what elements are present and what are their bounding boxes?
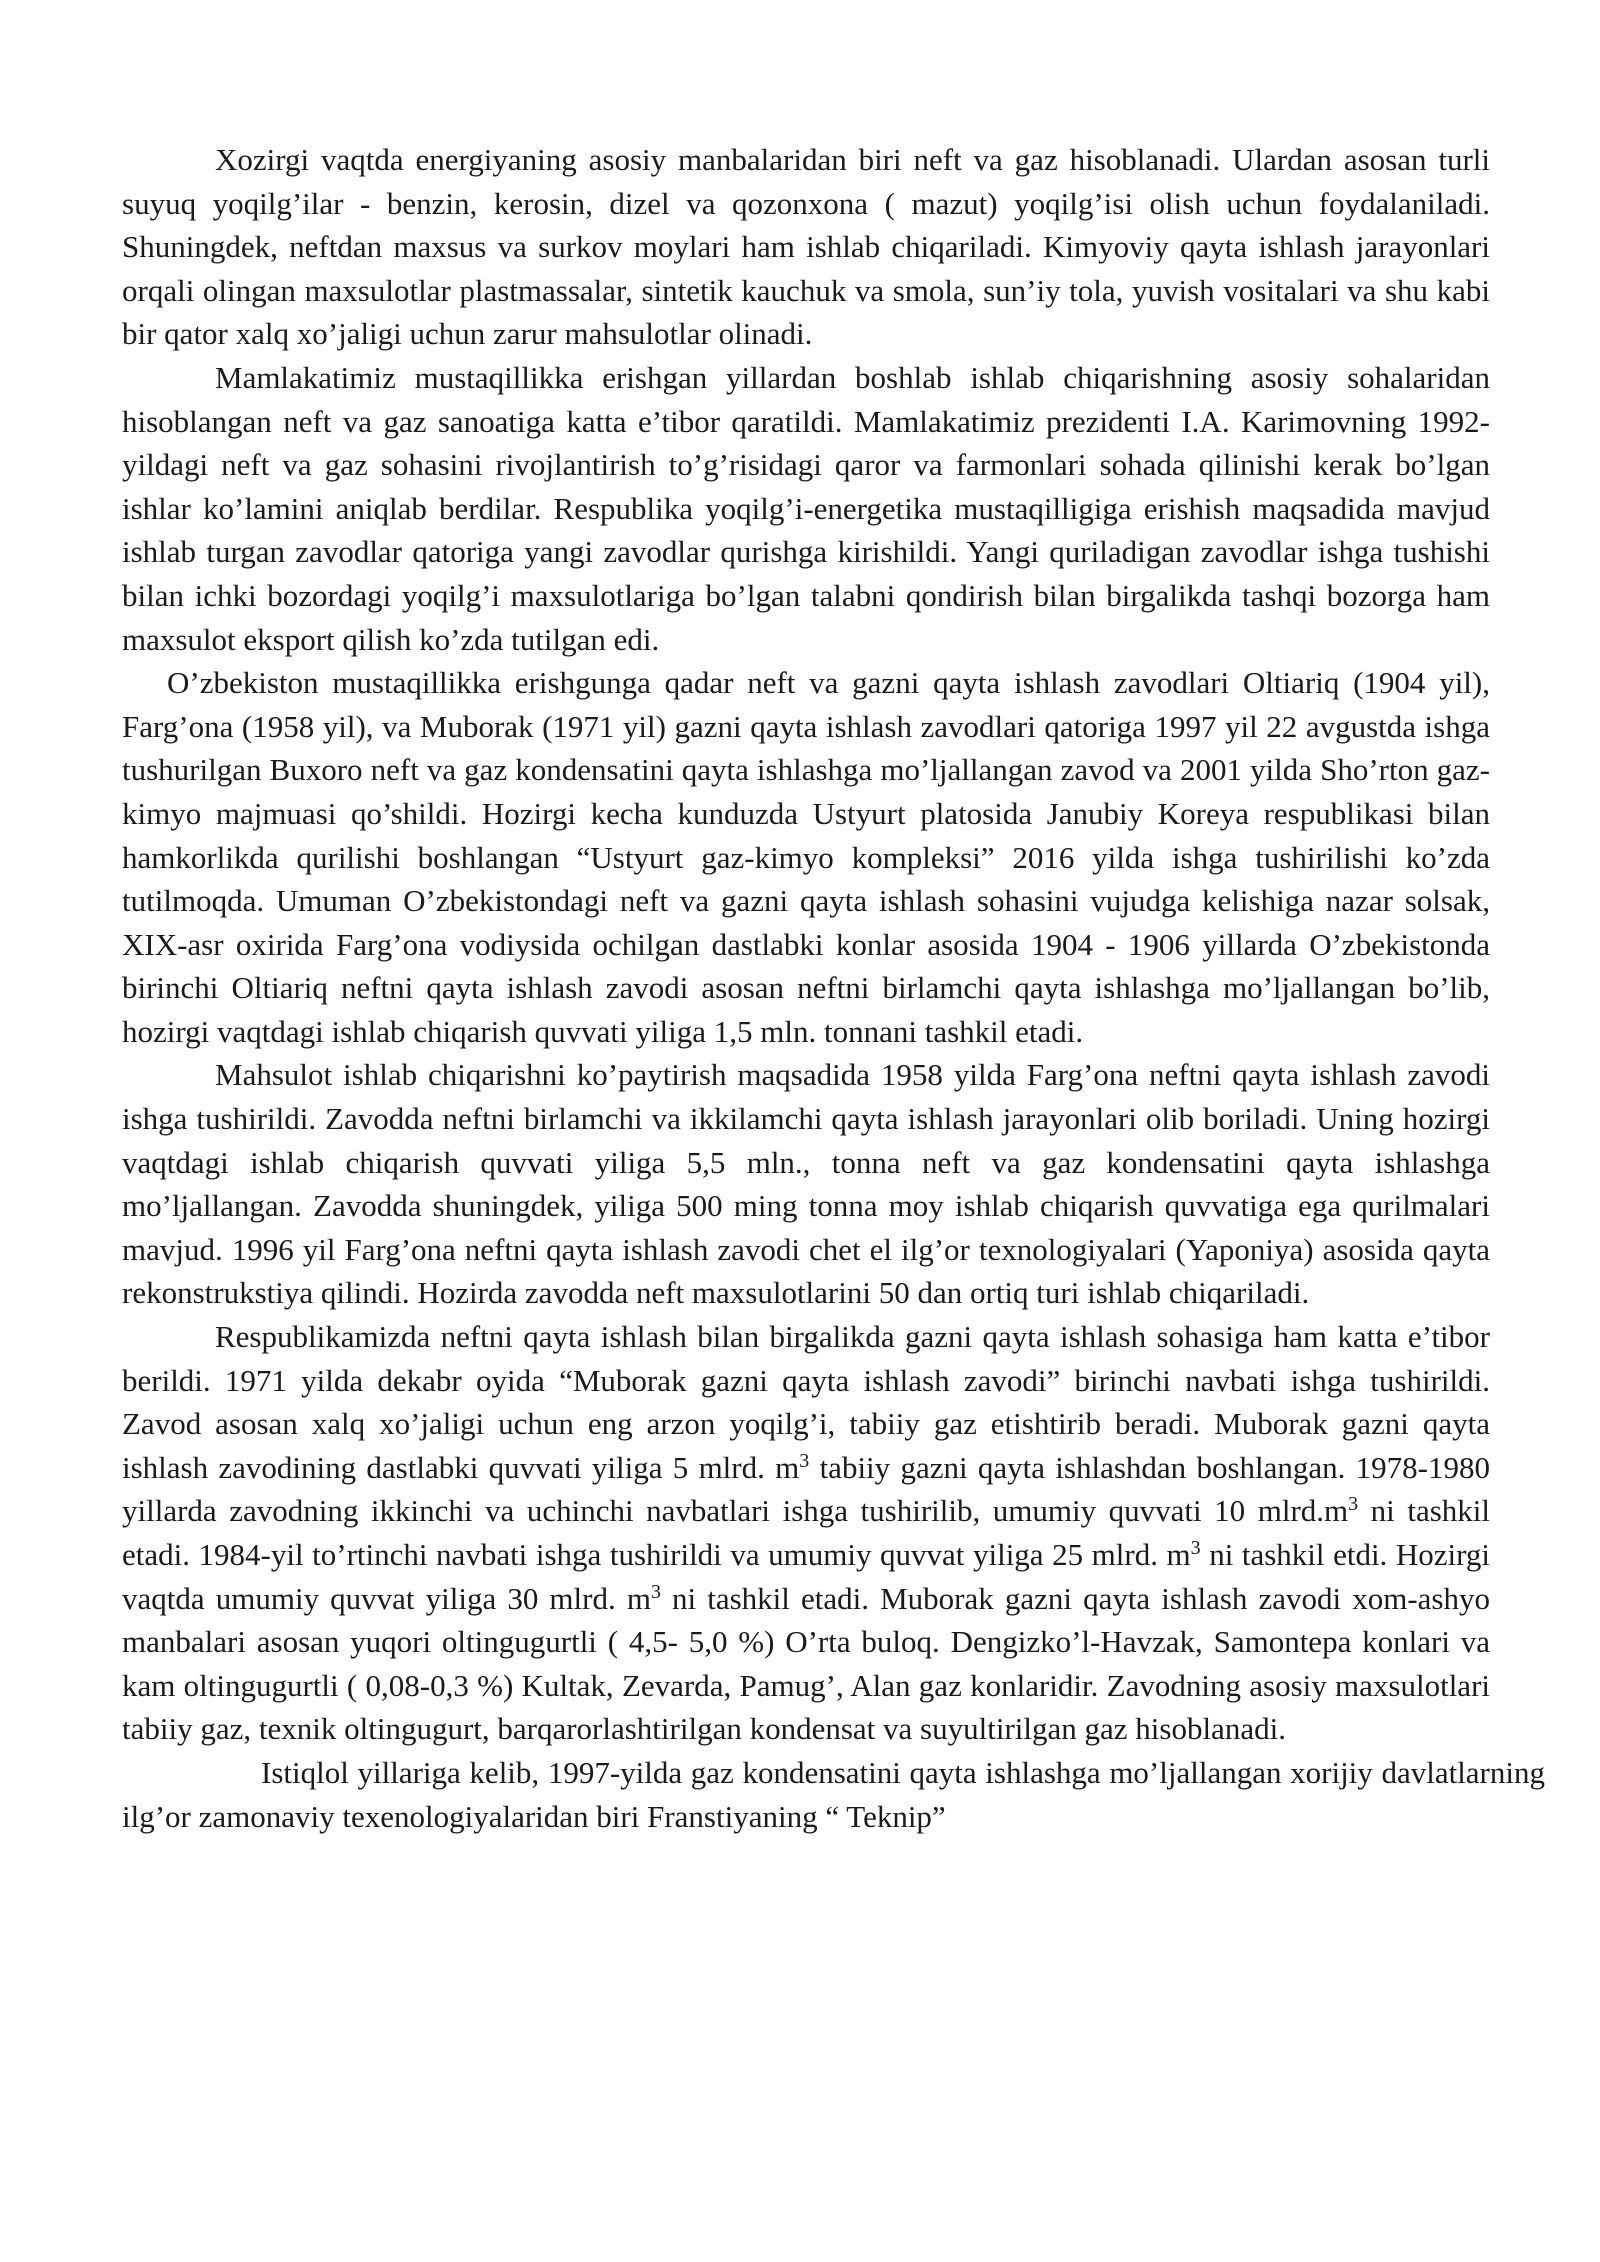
paragraph-1-text: Xozirgi vaqtda energiyaning asosiy manbalaridan biri neft va gaz hisoblanadi. Ulardan asosan turli suyuq yoqilg’ilar - benzin, kerosin, dizel va qozonxona ( mazut) yoqilg’isi olish uchun foydalaniladi. Shuningdek, neftdan maxsus va surkov moylari ham ishlab chiqariladi. Kimyoviy qayta ishlash jarayonlari orqali olingan maxsulotlar plastmassalar, sintetik kauchuk va smola, sun’iy tola, yuvish vositalari va shu kabi bir qator xalq xo’jaligi uchun zarur mahsulotlar olinadi. xyxy=(122,142,1490,352)
paragraph-4-text: Mahsulot ishlab chiqarishni ko’paytirish maqsadida 1958 yilda Farg’ona neftni qayta ishlash zavodi ishga tushirildi. Zavodda neftni birlamchi va ikkilamchi qayta ishlash jarayonlari olib boriladi. Uning hozirgi vaqtdagi ishlab chiqarish quvvati yiliga 5,5 mln., tonna neft va gaz kondensatini qayta ishlashga mo’ljallangan. Zavodda shuningdek, yiliga 500 ming tonna moy ishlab chiqarish quvvatiga ega qurilmalari mavjud. 1996 yil Farg’ona neftni qayta ishlash zavodi chet el ilg’or texnologiyalari (Yaponiya) asosida qayta rekonstrukstiya qilindi. Hozirda zavodda neft maxsulotlarini 50 dan ortiq turi ishlab chiqariladi. xyxy=(122,1057,1490,1311)
superscript-cubic-1: 3 xyxy=(799,1449,810,1472)
paragraph-5-text-d: ni tashkil etdi. Hozirgi vaqtda umumiy quvvat yiliga 30 mlrd. m xyxy=(122,1537,1490,1616)
paragraph-3-text: O’zbekiston mustaqillikka erishgunga qadar neft va gazni qayta ishlash zavodlari Oltiariq (1904 yil), Farg’ona (1958 yil), va Muborak (1971 yil) gazni qayta ishlash zavodlari qatoriga 1997 yil 22 avgustda ishga tushurilgan Buxoro neft va gaz kondensatini qayta ishlashga mo’ljallangan zavod va 2001 yilda Sho’rton gaz-kimyo majmuasi qo’shildi. Hozirgi kecha kunduzda Ustyurt platosida Janubiy Koreya respublikasi bilan hamkorlikda qurilishi boshlangan “Ustyurt gaz-kimyo kompleksi” 2016 yilda ishga tushirilishi ko’zda tutilmoqda. Umuman O’zbekistondagi neft va gazni qayta ishlash sohasini vujudga kelishiga nazar solsak, XIX-asr oxirida Farg’ona vodiysida ochilgan dastlabki konlar asosida 1904 - 1906 yillarda O’zbekistonda birinchi Oltiariq neftni qayta ishlash zavodi asosan neftni birlamchi qayta ishlashga mo’ljallangan bo’lib, hozirgi vaqtdagi ishlab chiqarish quvvati yiliga 1,5 mln. tonnani tashkil etadi. xyxy=(122,665,1490,1049)
paragraph-5-text-e: ni tashkil etadi. Muborak gazni qayta ishlash zavodi xom-ashyo manbalari asosan yuqori oltingugurtli ( 4,5- 5,0 %) O’rta buloq. Dengizko’l-Havzak, Samontepa konlari va kam oltingugurtli ( 0,08-0,3 %) Kultak, Zevarda, Pamug’, Alan gaz konlaridir. Zavodning asosiy maxsulotlari tabiiy gaz, texnik oltingugurt, barqarorlashtirilgan kondensat va suyultirilgan gaz hisoblanadi. xyxy=(122,1580,1490,1747)
paragraph-3 xyxy=(122,661,1490,1053)
paragraph-1 xyxy=(122,138,1490,356)
paragraph-2-text: Mamlakatimiz mustaqillikka erishgan yillardan boshlab ishlab chiqarishning asosiy sohalaridan hisoblangan neft va gaz sanoatiga katta e’tibor qaratildi. Mamlakatimiz prezidenti I.A. Karimovning 1992-yildagi neft va gaz sohasini rivojlantirish to’g’risidagi qaror va farmonlari sohada qilinishi kerak bo’lgan ishlar ko’lamini aniqlab berdilar. Respublika yoqilg’i-energetika mustaqilligiga erishish maqsadida mavjud ishlab turgan zavodlar qatoriga yangi zavodlar qurishga kirishildi. Yangi quriladigan zavodlar ishga tushishi bilan ichki bozordagi yoqilg’i maxsulotlariga bo’lgan talabni qondirish bilan birgalikda tashqi bozorga ham maxsulot eksport qilish ko’zda tutilgan edi. xyxy=(122,359,1490,657)
paragraph-6-text: Istiqlol yillariga kelib, 1997-yilda gaz kondensatini qayta ishlashga mo’ljallangan xorijiy davlatlarning ilg’or zamonaviy texenologiyalaridan biri Franstiyaning “ Teknip” xyxy=(122,1754,1545,1834)
document-page xyxy=(122,138,1545,1838)
paragraph-6 xyxy=(122,1751,1545,1838)
paragraph-4 xyxy=(122,1053,1490,1315)
superscript-cubic-4: 3 xyxy=(650,1580,661,1603)
paragraph-5-text-c: ni tashkil etadi. 1984-yil to’rtinchi navbati ishga tushirildi va umumiy quvvat yiliga 25 mlrd. m xyxy=(122,1493,1490,1572)
superscript-cubic-2: 3 xyxy=(1348,1493,1359,1516)
paragraph-5 xyxy=(122,1315,1490,1751)
superscript-cubic-3: 3 xyxy=(1190,1537,1201,1559)
paragraph-5-text-a: Respublikamizda neftni qayta ishlash bilan birgalikda gazni qayta ishlash sohasiga ham katta e’tibor berildi. 1971 yilda dekabr oyida “Muborak gazni qayta ishlash zavodi” birinchi navbati ishga tushirildi. Zavod asosan xalq xo’jaligi uchun eng arzon yoqilg’i, tabiiy gaz etishtirib beradi. Muborak gazni qayta ishlash zavodining dastlabki quvvati yiliga 5 mlrd. m xyxy=(122,1319,1490,1485)
paragraph-5-text-b: tabiiy gazni qayta ishlashdan boshlangan. 1978-1980 yillarda zavodning ikkinchi va uchinchi navbatlari ishga tushirilib, umumiy quvvati 10 mlrd.m xyxy=(122,1449,1490,1529)
paragraph-2 xyxy=(122,356,1490,661)
